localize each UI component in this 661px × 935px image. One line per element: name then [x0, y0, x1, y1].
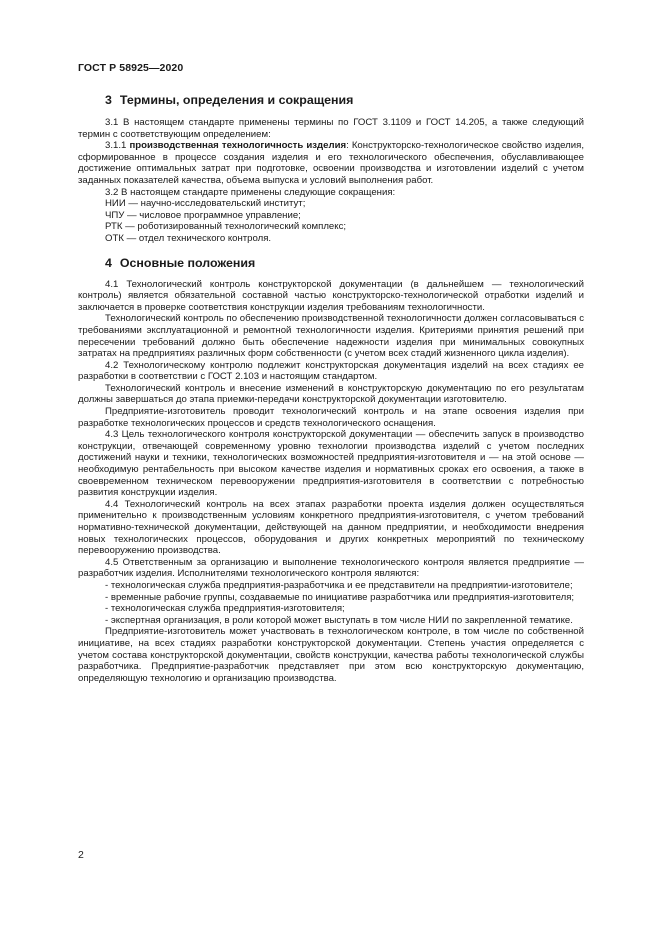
section-4-title: Основные положения: [119, 255, 256, 270]
abbr-otk: ОТК — отдел технического контроля.: [105, 232, 272, 244]
page-number: 2: [78, 849, 84, 861]
term-definition: : Конструкторско-технологическое свойство изделия, сформированное в процессе создания изделия и его технологического обеспечения, обуславливающее достижение оптимальных затрат при подготовке, освоении производства и изготовлении изделий с учетом заданных показателей качества, объема выпуска и условий выполнения работ.: [78, 140, 584, 186]
list-item: - технологическая служба предприятия-изготовителя;: [105, 603, 345, 615]
para-4-3: 4.3 Цель технологического контроля конструкторской документации — обеспечить запуск в производство конструкции, отвечающей современному уровню технологии производства изделий с учетом последних достижений науки и техники, технологических возможностей предприятия-изготовителя и — на этой основе — необходимую рентабельность при высоком качестве изделия и нормативных сроках его освоения, а также в своевременном техническом перевооружении предприятия-изготовителя в соответствии с потребностью развития конструкции изделия.: [78, 429, 584, 499]
para-4-5: 4.5 Ответственным за организацию и выполнение технологического контроля является предприятие — разработчик изделия. Исполнителями технологического контроля являются:: [78, 556, 584, 580]
list-item: - экспертная организация, в роли которой может выступать в том числе НИИ по закрепленной тематике.: [105, 614, 573, 626]
abbr-chpu: ЧПУ — числовое программное управление;: [105, 209, 301, 221]
section-3-heading: [105, 92, 584, 108]
term-name: производственная технологичность изделия: [129, 140, 347, 152]
para-4-2: 4.2 Технологическому контролю подлежит конструкторская документация изделий на всех стадиях ее разработки в соответствии с ГОСТ 2.103 и настоящим стандартом.: [78, 359, 584, 383]
para-4-2-b: Технологический контроль и внесение изменений в конструкторскую документацию по его результатам должны завершаться до этапа приемки-передачи конструкторской документации изготовителю.: [78, 382, 584, 406]
term-number: 3.1.1: [105, 140, 130, 152]
abbr-rtk: РТК — роботизированный технологический комплекс;: [105, 221, 347, 233]
section-4-number: 4: [105, 255, 112, 270]
section-3-number: 3: [105, 93, 112, 107]
list-item: - временные рабочие группы, создаваемые по инициативе разработчика или предприятия-изготовителя;: [105, 591, 575, 603]
para-4-1-b: Технологический контроль по обеспечению производственной технологичности должен согласовываться с требованиями эксплуатационной и ремонтной технологичности изделия. Критериями принятия решений при пересечении требований должно быть обеспечение надежности изделия при минимальных совокупных затратах на предприятиях различных форм собственности (с учетом всех стадий жизненного цикла изделия).: [78, 313, 584, 360]
para-3-2: 3.2 В настоящем стандарте применены следующие сокращения:: [105, 186, 396, 198]
para-3-1-1: [78, 140, 584, 186]
section-3-title: Термины, определения и сокращения: [119, 93, 354, 107]
document-header: ГОСТ Р 58925—2020: [78, 62, 184, 74]
para-4-5-b: Предприятие-изготовитель может участвовать в технологическом контроле, в том числе по собственной инициативе, на всех стадиях разработки конструкторской документации. Степень участия определяется с учетом состава конструкторской документации, свойств конструкции, качества работы технологической службы разработчика. Предприятие-разработчик представляет при этом всю конструкторскую документацию, определяющую технологию и организацию производства.: [78, 626, 584, 684]
para-3-1: 3.1 В настоящем стандарте применены термины по ГОСТ 3.1109 и ГОСТ 14.205, а также следующий термин с соответствующим определением:: [78, 117, 584, 140]
para-4-1: 4.1 Технологический контроль конструкторской документации (в дальнейшем — технологический контроль) является обязательной составной частью конструкторско-технологической отработки изделий и заключается в проверке соответствия конструкции изделия требованиям технологичности.: [78, 278, 584, 313]
list-item: - технологическая служба предприятия-разработчика и ее представители на предприятии-изготовителе;: [105, 579, 573, 591]
section-4-heading: [105, 255, 584, 271]
page-content: [78, 92, 584, 684]
para-4-2-c: Предприятие-изготовитель проводит технологический контроль и на этапе освоения изделия при разработке технологических процессов и средств технологического оснащения.: [78, 406, 584, 429]
abbr-nii: НИИ — научно-исследовательский институт;: [105, 198, 306, 210]
para-4-4: 4.4 Технологический контроль на всех этапах разработки проекта изделия должен осуществляться применительно к производственным условиям конкретного предприятия-изготовителя, с учетом требований нормативно-технической документации, действующей на данном предприятии, и необходимости внедрения новых технологических процессов, оборудования и других конкретных мероприятий по техническому перевооружению производства.: [78, 498, 584, 557]
